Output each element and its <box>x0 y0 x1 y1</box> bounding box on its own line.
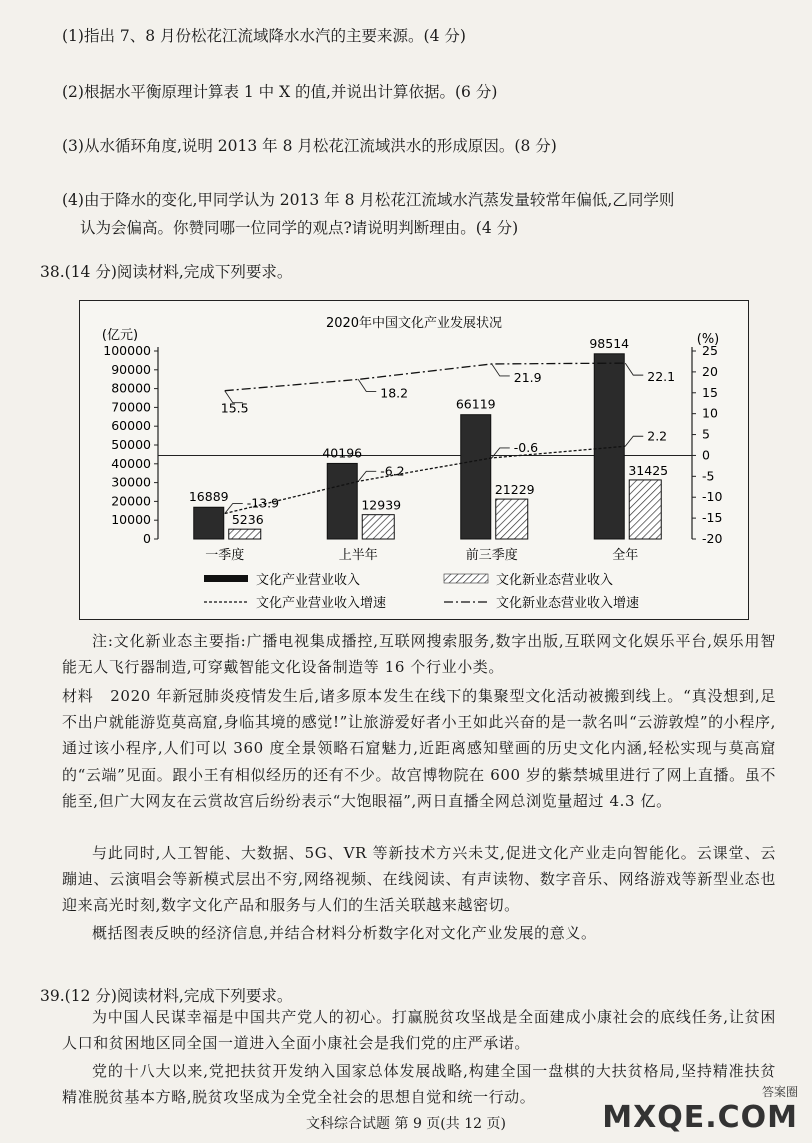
y-tick-label: 80000 <box>111 380 151 396</box>
line-new-format-growth-label: 15.5 <box>220 400 249 416</box>
question-38-heading: 38.(14 分)阅读材料,完成下列要求。 <box>40 263 293 281</box>
question-39-heading: 39.(12 分)阅读材料,完成下列要求。 <box>40 987 293 1005</box>
material-text-1: 2020 年新冠肺炎疫情发生后,诸多原本发生在线下的集聚型文化活动被搬到线上。“真没想到,足不出户就能游览莫高窟,身临其境的感觉!”让旅游爱好者小王如此兴奋的是一款名叫“云游敦煌”的小程序,通过该小程序,人们可以 360 度全景领略石窟魅力,近距离感知壁画的历史文化内涵,轻松实现与莫高窟的“云端”见面。跟小王有相似经历的还有不少。故宫博物院在 600 岁的紫禁城里进行了网上直播。虽不能至,但广大网友在云赏故宫后纷纷表示“大饱眼福”,两日直播全网总浏览量超过 4.3 亿。 <box>62 687 776 810</box>
y2-tick-label: 5 <box>702 426 710 442</box>
line-revenue-growth-label: -13.9 <box>246 495 280 511</box>
y2-tick-label: -5 <box>702 468 715 484</box>
legend-revenue-growth-text: 文化产业营业收入增速 <box>256 596 387 611</box>
x-tick-label: 全年 <box>612 548 639 563</box>
bar-revenue-label: 98514 <box>589 335 630 351</box>
y2-tick-label: -10 <box>702 489 723 505</box>
material-paragraph-2: 与此同时,人工智能、大数据、5G、VR 等新技术方兴未艾,促进文化产业走向智能化。云课堂、云蹦迪、云演唱会等新模式层出不穷,网络视频、在线阅读、有声读物、数字音乐、网络游戏等新型业态也迎来高光时刻,数字文化产品和服务与人们的生活关联越来越密切。 <box>62 844 776 915</box>
bar-revenue-label: 40196 <box>322 445 363 461</box>
y-tick-label: 20000 <box>111 493 151 509</box>
bar-new-format-revenue <box>229 529 261 539</box>
line-revenue-growth-label: -6.2 <box>380 463 405 479</box>
y2-tick-label: -20 <box>702 531 723 546</box>
chart-title: 2020年中国文化产业发展状况 <box>325 316 503 331</box>
line-new-format-growth-label: 22.1 <box>647 369 676 385</box>
leader-line <box>492 448 510 458</box>
bar-revenue-label: 16889 <box>188 489 229 505</box>
chart-note <box>62 628 776 680</box>
watermark-main: MXQE.COM <box>602 1100 798 1135</box>
line-revenue-growth <box>225 446 626 513</box>
chart-frame <box>79 300 749 620</box>
y2-tick-label: 10 <box>702 405 718 421</box>
y-tick-label: 50000 <box>111 437 151 452</box>
y2-tick-label: 20 <box>702 363 718 379</box>
leader-line <box>358 379 376 391</box>
question-3: (3)从水循环角度,说明 2013 年 8 月松花江流域洪水的形成原因。(8 分) <box>62 137 557 155</box>
bar-new-format-label: 31425 <box>628 462 669 478</box>
line-new-format-growth-label: 21.9 <box>513 369 542 385</box>
leader-line <box>625 363 643 375</box>
material-paragraph-1 <box>62 683 776 814</box>
x-tick-label: 上半年 <box>338 548 378 563</box>
y2-tick-label: 0 <box>702 447 710 463</box>
y2-tick-label: 15 <box>702 384 718 400</box>
legend-new-format-revenue-text: 文化新业态营业收入 <box>496 573 614 588</box>
y-tick-label: 10000 <box>111 512 151 528</box>
legend-new-format-growth-text: 文化新业态营业收入增速 <box>496 596 640 611</box>
watermark-sub: 答案圈 <box>761 1085 798 1099</box>
y2-axis-label: (%) <box>696 332 720 347</box>
question-4-line-1: (4)由于降水的变化,甲同学认为 2013 年 8 月松花江流域水汽蒸发量较常年偏低,乙同学则 <box>62 191 675 209</box>
chart-note-text: 注:文化新业态主要指:广播电视集成播控,互联网搜索服务,数字出版,互联网文化娱乐平台,娱乐用智能无人飞行器制造,可穿戴智能文化设备制造等 16 个行业小类。 <box>62 632 776 677</box>
y2-tick-label: 25 <box>702 343 718 358</box>
question-39-paragraph-2: 党的十八大以来,党把扶贫开发纳入国家总体发展战略,构建全国一盘棋的大扶贫格局,坚持精准扶贫精准脱贫基本方略,脱贫攻坚成为全党全社会的思想自觉和统一行动。 <box>62 1062 776 1107</box>
line-revenue-growth-label: 2.2 <box>647 428 668 444</box>
question-1: (1)指出 7、8 月份松花江流域降水水汽的主要来源。(4 分) <box>62 27 466 45</box>
question-2: (2)根据水平衡原理计算表 1 中 X 的值,并说出计算依据。(6 分) <box>62 83 498 101</box>
x-tick-label: 一季度 <box>205 548 245 563</box>
y-tick-label: 70000 <box>111 399 151 415</box>
watermark-logo <box>602 1083 798 1135</box>
x-tick-label: 前三季度 <box>465 548 518 563</box>
bar-revenue <box>461 415 491 539</box>
question-38-task: 概括图表反映的经济信息,并结合材料分析数字化对文化产业发展的意义。 <box>92 924 597 942</box>
leader-line <box>492 364 510 376</box>
page-footer: 文科综合试题 第 9 页(共 12 页) <box>306 1116 506 1132</box>
bar-new-format-label: 12939 <box>361 497 402 513</box>
bar-revenue-label: 66119 <box>455 396 496 412</box>
material-label: 材料 <box>62 687 94 705</box>
question-39-paragraph-1: 为中国人民谋幸福是中国共产党人的初心。打赢脱贫攻坚战是全面建成小康社会的底线任务,让贫困人口和贫困地区同全国一道进入全面小康社会是我们党的庄严承诺。 <box>62 1008 776 1053</box>
line-new-format-growth-label: 18.2 <box>380 385 409 401</box>
line-new-format-growth <box>225 363 626 391</box>
question-4-line-2: 认为会偏高。你赞同哪一位同学的观点?请说明判断理由。(4 分) <box>80 219 519 237</box>
line-revenue-growth-label: -0.6 <box>513 439 539 455</box>
y-tick-label: 40000 <box>111 455 151 471</box>
bar-new-format-label: 5236 <box>231 512 264 528</box>
y-tick-label: 90000 <box>111 361 151 377</box>
bar-new-format-revenue <box>362 515 394 539</box>
bar-new-format-label: 21229 <box>494 482 535 498</box>
chart <box>80 301 748 619</box>
legend-revenue-swatch <box>204 575 248 582</box>
legend-new-format-revenue-swatch <box>444 574 488 583</box>
y-tick-label: 0 <box>143 531 151 546</box>
leader-line <box>625 436 643 446</box>
legend-revenue-text: 文化产业营业收入 <box>256 573 361 588</box>
question-4 <box>62 186 772 242</box>
y-tick-label: 30000 <box>111 474 151 490</box>
bar-revenue <box>327 463 357 539</box>
bar-new-format-revenue <box>496 499 528 539</box>
y-tick-label: 100000 <box>103 343 151 358</box>
y-tick-label: 60000 <box>111 418 151 434</box>
bar-new-format-revenue <box>629 480 661 539</box>
bar-revenue <box>194 507 224 539</box>
y-axis-label: (亿元) <box>101 328 139 343</box>
y2-tick-label: -15 <box>702 510 723 526</box>
